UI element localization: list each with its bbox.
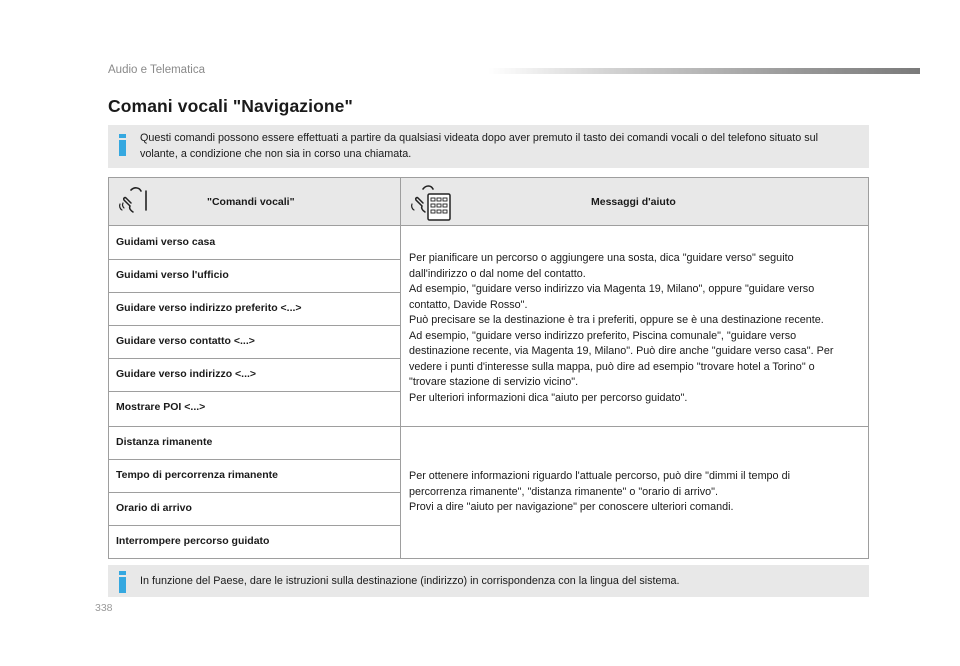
table-header: [109, 178, 868, 226]
help-line: Per ulteriori informazioni dica "aiuto per percorso guidato".: [409, 391, 688, 404]
help-line: Per ottenere informazioni riguardo l'attuale percorso, può dire "dimmi il tempo di: [409, 470, 790, 482]
help-line: percorrenza rimanente", "distanza rimanente" o "orario di arrivo".: [409, 485, 719, 498]
voice-commands-table: [108, 177, 869, 559]
table-header-commands: "Comandi vocali": [207, 196, 295, 208]
command-row: Guidare verso indirizzo preferito <...>: [116, 302, 302, 314]
command-row: Guidami verso casa: [116, 236, 216, 248]
help-line: Provi a dire "aiuto per navigazione" per conoscere ulteriori comandi.: [409, 501, 734, 513]
table-header-help: Messaggi d'aiuto: [591, 196, 676, 208]
help-line: Ad esempio, "guidare verso indirizzo via Magenta 19, Milano", oppure "guidare verso: [409, 283, 815, 295]
command-row: Guidami verso l'ufficio: [116, 269, 229, 281]
help-line: destinazione recente, via Magenta 19, Milano". Può dire anche "guidare verso casa". Per: [409, 345, 834, 357]
page-number: 338: [95, 602, 113, 614]
command-row: Guidare verso indirizzo <...>: [116, 368, 257, 380]
help-line: vedere i punti d'interesse sulla mappa, può dire ad esempio "trovare hotel a Torino" o: [409, 360, 815, 373]
info-top-line-1: Questi comandi possono essere effettuati a partire da qualsiasi videata dopo aver premuto il tasto dei comandi vocali o del telefono situato sul: [140, 132, 819, 144]
page-title: Comani vocali "Navigazione": [108, 96, 353, 116]
info-box-top: [108, 125, 869, 168]
help-message-keypad-icon: [409, 184, 453, 222]
help-line: contatto, Davide Rosso".: [409, 298, 528, 311]
header-gradient-bar: [488, 68, 920, 74]
info-top-line-2: volante, a condizione che non sia in corso una chiamata.: [140, 147, 412, 160]
info-icon: [119, 571, 126, 593]
help-text-group-2: [409, 469, 859, 516]
voice-command-icon: [117, 186, 151, 216]
info-box-bottom: [108, 565, 869, 597]
info-bottom-text: In funzione del Paese, dare le istruzioni sulla destinazione (indirizzo) in corrispondenza con la lingua del sistema.: [140, 575, 680, 587]
command-row: Interrompere percorso guidato: [116, 535, 270, 547]
help-line: "trovare stazione di servizio vicino".: [409, 376, 579, 388]
command-row: Orario di arrivo: [116, 502, 192, 514]
command-row: Mostrare POI <...>: [116, 401, 206, 413]
help-line: Per pianificare un percorso o aggiungere una sosta, dica "guidare verso" seguito: [409, 252, 794, 264]
help-line: Può precisare se la destinazione è tra i preferiti, oppure se è una destinazione recente.: [409, 314, 824, 326]
help-line: Ad esempio, "guidare verso indirizzo preferito, Piscina comunale", "guidare verso: [409, 329, 797, 342]
help-line: dall'indirizzo o dal nome del contatto.: [409, 267, 586, 280]
command-row: Tempo di percorrenza rimanente: [116, 469, 279, 481]
info-icon: [119, 134, 126, 156]
column-divider: [400, 178, 401, 558]
command-row: Distanza rimanente: [116, 436, 213, 448]
section-label: Audio e Telematica: [108, 64, 205, 76]
help-text-group-1: [409, 251, 859, 406]
command-row: Guidare verso contatto <...>: [116, 335, 255, 347]
